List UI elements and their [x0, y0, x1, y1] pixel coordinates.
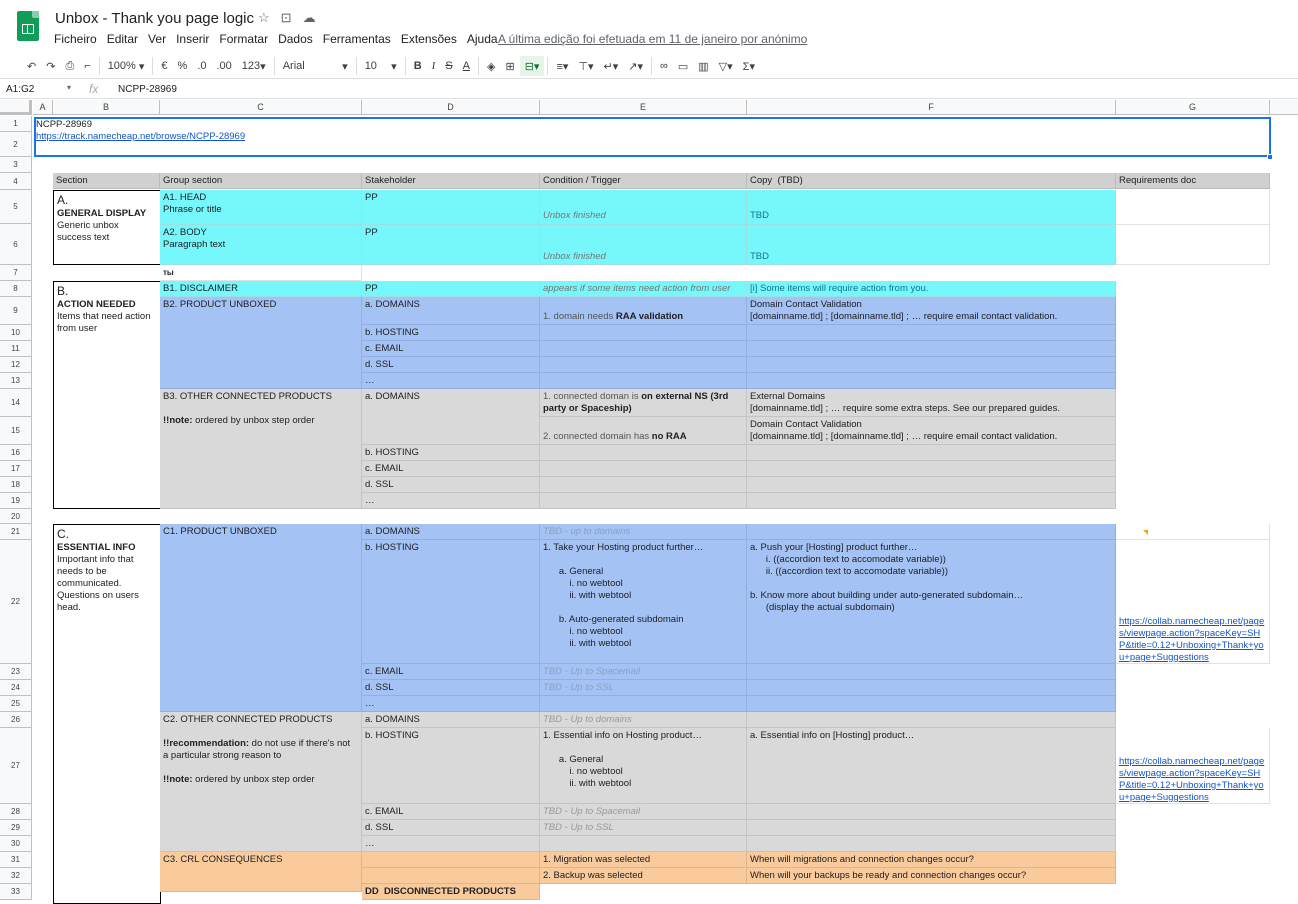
b2-r12-e[interactable]	[540, 357, 747, 373]
b2-r13-f[interactable]	[747, 373, 1116, 389]
b2-r10-f[interactable]	[747, 325, 1116, 341]
vertical-align-icon[interactable]: ⊤▾	[578, 60, 594, 73]
header-group[interactable]: Group section	[160, 173, 362, 189]
a2-condition-cell[interactable]: Unbox finished	[540, 225, 747, 265]
header-copy[interactable]: Copy (TBD)	[747, 173, 1116, 189]
c1-r25-e[interactable]	[540, 696, 747, 712]
section-c-box[interactable]	[53, 524, 161, 904]
b1-stakeholder-cell[interactable]: PP	[362, 281, 540, 297]
a2-copy-cell[interactable]: TBD	[747, 225, 1116, 265]
b3-copy2-cell[interactable]: Domain Contact Validation [domainname.tld] ; [domainname.tld] ; … require email contact validation.	[747, 417, 1116, 445]
a1-stakeholder-cell[interactable]: PP	[362, 190, 540, 225]
b3-r19-f[interactable]	[747, 493, 1116, 509]
c2-r30-e[interactable]	[540, 836, 747, 852]
c2-r26-f[interactable]	[747, 712, 1116, 728]
row-header-19[interactable]: 19	[0, 493, 32, 509]
a2-stakeholder-cell[interactable]: PP	[362, 225, 540, 265]
c1-ssl-condition[interactable]: TBD - Up to SSL	[540, 680, 747, 696]
zoom-select[interactable]: 100% ▾	[107, 60, 145, 73]
section-b-letter: B.	[57, 284, 69, 298]
b3-hosting-cell[interactable]: b. HOSTING	[362, 445, 540, 461]
col-header-e[interactable]: E	[540, 100, 747, 115]
row-header-13[interactable]: 13	[0, 373, 32, 389]
c1-r25-f[interactable]	[747, 696, 1116, 712]
c1-domains-cell[interactable]: a. DOMAINS	[362, 524, 540, 540]
section-b-desc: Items that need action from user	[57, 311, 151, 334]
b2-condition-cell[interactable]	[540, 297, 747, 325]
italic-icon[interactable]: I	[431, 60, 436, 72]
section-a-desc: Generic unbox success text	[57, 220, 119, 243]
name-box-dropdown-icon[interactable]: ▾	[67, 83, 72, 92]
a1-req-cell[interactable]	[1116, 190, 1270, 225]
b3-condition2-bold: no RAA	[651, 431, 687, 442]
b2-copy-cell[interactable]: Domain Contact Validation [domainname.tld] ; [domainname.tld] ; … require email contact validation.	[747, 297, 1116, 325]
a1-copy-cell[interactable]: TBD	[747, 190, 1116, 225]
c2-ssl-condition[interactable]: TBD - Up to SSL	[540, 820, 747, 836]
col-header-f[interactable]: F	[747, 100, 1116, 115]
paint-format-icon[interactable]: ⌐	[84, 60, 91, 72]
increase-decimal-button[interactable]: .00	[216, 60, 232, 72]
link-icon[interactable]: ∞	[660, 60, 668, 72]
row-header-32[interactable]: 32	[0, 868, 32, 884]
functions-icon[interactable]: Σ▾	[742, 60, 755, 73]
col-header-d[interactable]: D	[362, 100, 540, 115]
c2-hosting-cell[interactable]: b. HOSTING	[362, 728, 540, 804]
b1-copy-cell[interactable]: [i] Some items will require action from you.	[747, 281, 1116, 297]
c1-hosting-cell[interactable]: b. HOSTING	[362, 540, 540, 664]
b2-ssl-cell[interactable]: d. SSL	[362, 357, 540, 373]
c1-domains-condition[interactable]: TBD - up to domains	[540, 524, 747, 540]
row-header-23[interactable]: 23	[0, 664, 32, 680]
c1-hosting-copy[interactable]: a. Push your [Hosting] product further… i. ((accordion text to accomodate variable)) ii. ((accordion text to accomodate variable)) b. Know more about building under auto-generated subdomain… (display the actual subdomain)	[747, 540, 1116, 664]
c2-domains-condition[interactable]: TBD - Up to domains	[540, 712, 747, 728]
chart-icon[interactable]: ▥	[698, 60, 709, 73]
b3-group-cell[interactable]	[160, 389, 362, 509]
c1-ssl-cell[interactable]: d. SSL	[362, 680, 540, 696]
b2-r11-e[interactable]	[540, 341, 747, 357]
c3-r32-d[interactable]	[362, 868, 540, 884]
menu-insert[interactable]: Inserir	[176, 32, 210, 46]
b3-condition2-prefix: 2. connected domain has	[543, 431, 652, 442]
row-header-10[interactable]: 10	[0, 325, 32, 341]
row-header-9[interactable]: 9	[0, 297, 32, 325]
col-header-c[interactable]: C	[160, 100, 362, 115]
row-header-30[interactable]: 30	[0, 836, 32, 852]
b2-r13-e[interactable]	[540, 373, 747, 389]
filter-icon[interactable]: ▽▾	[718, 60, 733, 73]
text-rotation-icon[interactable]: ↗▾	[628, 60, 643, 73]
row-header-4[interactable]: 4	[0, 173, 32, 190]
menu-tools[interactable]: Ferramentas	[322, 32, 391, 46]
c2-r30-f[interactable]	[747, 836, 1116, 852]
sheets-logo-icon[interactable]	[17, 11, 39, 41]
c1-r23-f[interactable]	[747, 664, 1116, 680]
row-header-29[interactable]: 29	[0, 820, 32, 836]
row-header-33[interactable]: 33	[0, 884, 32, 900]
horizontal-align-icon[interactable]: ≡▾	[556, 60, 569, 73]
a2-req-cell[interactable]	[1116, 225, 1270, 265]
row-header-26[interactable]: 26	[0, 712, 32, 728]
row-header-24[interactable]: 24	[0, 680, 32, 696]
b3-email-cell[interactable]: c. EMAIL	[362, 461, 540, 477]
b1-group-cell[interactable]: B1. DISCLAIMER	[160, 281, 362, 297]
row-header-28[interactable]: 28	[0, 804, 32, 820]
b3-condition1-bold: on external NS (3rd party or Spaceship)	[543, 391, 731, 414]
a1-group-cell[interactable]: A1. HEAD Phrase or title	[160, 190, 362, 225]
c1-req-link[interactable]: https://collab.namecheap.net/pages/viewpage.action?spaceKey=SHP&title=0.12+Unboxing+Thank+you+page+Suggestions	[1116, 540, 1270, 664]
row-header-17[interactable]: 17	[0, 461, 32, 477]
c1-r24-f[interactable]	[747, 680, 1116, 696]
b3-r16-e[interactable]	[540, 445, 747, 461]
c2-group-cell[interactable]	[160, 712, 362, 852]
b3-note-text: ordered by unbox step order	[192, 415, 315, 426]
c1-r21-g[interactable]	[1116, 524, 1270, 540]
c2-hosting-copy[interactable]: a. Essential info on [Hosting] product…	[747, 728, 1116, 804]
section-c-letter: C.	[57, 527, 69, 541]
section-a-box[interactable]	[53, 190, 161, 265]
col-header-b[interactable]: B	[53, 100, 160, 115]
menu-extensions[interactable]: Extensões	[400, 32, 457, 46]
row-header-14[interactable]: 14	[0, 389, 32, 417]
c2-email-cell[interactable]: c. EMAIL	[362, 804, 540, 820]
menu-data[interactable]: Dados	[278, 32, 313, 46]
text-wrap-icon[interactable]: ↵▾	[603, 60, 619, 73]
c1-r21-f[interactable]	[747, 524, 1116, 540]
cloud-icon[interactable]: ☁	[302, 10, 316, 25]
c3-copy1[interactable]: When will migrations and connection changes occur?	[747, 852, 1116, 868]
row-header-16[interactable]: 16	[0, 445, 32, 461]
c2-domains-cell[interactable]: a. DOMAINS	[362, 712, 540, 728]
header-req[interactable]: Requirements doc	[1116, 173, 1270, 189]
b2-condition-bold: RAA validation	[615, 311, 684, 322]
c2-ssl-cell[interactable]: d. SSL	[362, 820, 540, 836]
row-header-31[interactable]: 31	[0, 852, 32, 868]
b2-domains-cell[interactable]: a. DOMAINS	[362, 297, 540, 325]
row-header-5[interactable]: 5	[0, 190, 32, 224]
b2-group-cell[interactable]: B2. PRODUCT UNBOXED	[160, 297, 362, 389]
borders-icon[interactable]: ⊞	[505, 60, 515, 73]
print-icon[interactable]: ⎙	[65, 59, 75, 72]
row-header-1[interactable]: 1	[0, 116, 32, 132]
c1-group-cell[interactable]: C1. PRODUCT UNBOXED	[160, 524, 362, 712]
col-header-a[interactable]: A	[33, 100, 53, 115]
last-edit-link[interactable]: A última edição foi efetuada em 11 de janeiro por anónimo	[498, 32, 808, 46]
merge-cells-icon[interactable]: ⊟▾	[520, 56, 545, 76]
r7-c-cell[interactable]: ты	[160, 265, 362, 281]
c2-group-title: C2. OTHER CONNECTED PRODUCTS	[163, 714, 333, 725]
c3-copy2[interactable]: When will your backups be ready and connection changes occur?	[747, 868, 1116, 884]
b3-copy1-cell[interactable]: External Domains [domainname.tld] ; … require some extra steps. See our prepared guides.	[747, 389, 1116, 417]
folder-icon[interactable]: ⊡	[280, 10, 292, 25]
redo-icon[interactable]: ↷	[46, 60, 56, 73]
c2-r28-f[interactable]	[747, 804, 1116, 820]
b2-more-cell[interactable]: …	[362, 373, 540, 389]
fill-handle[interactable]	[1267, 154, 1273, 160]
row-header-25[interactable]: 25	[0, 696, 32, 712]
c2-rec-label: !!recommendation:	[163, 738, 250, 749]
row-header-20[interactable]: 20	[0, 509, 32, 524]
row-header-27[interactable]: 27	[0, 728, 32, 804]
b3-r18-e[interactable]	[540, 477, 747, 493]
row-header-15[interactable]: 15	[0, 417, 32, 445]
b1-condition-cell[interactable]: appears if some items need action from user	[540, 281, 747, 297]
b3-more-cell[interactable]: …	[362, 493, 540, 509]
row-header-6[interactable]: 6	[0, 224, 32, 265]
b3-r16-f[interactable]	[747, 445, 1116, 461]
row-header-3[interactable]: 3	[0, 157, 32, 173]
b3-r17-f[interactable]	[747, 461, 1116, 477]
document-title[interactable]: Unbox - Thank you page logic	[55, 10, 255, 27]
menu-format[interactable]: Formatar	[219, 32, 269, 46]
header-condition[interactable]: Condition / Trigger	[540, 173, 747, 189]
row-header-8[interactable]: 8	[0, 281, 32, 297]
toolbar	[0, 54, 1298, 79]
menu-bar	[54, 32, 508, 46]
c2-req-link[interactable]: https://collab.namecheap.net/pages/viewpage.action?spaceKey=SHP&title=0.12+Unboxing+Thank+you+page+Suggestions	[1116, 728, 1270, 804]
fx-icon: fx	[89, 82, 99, 96]
section-a-letter: A.	[57, 193, 69, 207]
col-header-blank	[1270, 100, 1298, 115]
section-a-title: GENERAL DISPLAY	[57, 208, 147, 219]
select-all-corner[interactable]	[0, 100, 32, 115]
cell-a1-merged[interactable]	[33, 116, 1270, 157]
c2-email-condition[interactable]: TBD - Up to Spacemail	[540, 804, 747, 820]
c3-r31-d[interactable]	[362, 852, 540, 868]
percent-button[interactable]: %	[177, 60, 188, 72]
comment-icon[interactable]: ▭	[677, 60, 689, 73]
a1-condition-cell[interactable]: Unbox finished	[540, 190, 747, 225]
c3-group-cell[interactable]: C3. CRL CONSEQUENCES	[160, 852, 362, 892]
star-icon[interactable]: ☆	[258, 10, 270, 25]
b2-r10-e[interactable]	[540, 325, 747, 341]
c3-condition2[interactable]: 2. Backup was selected	[540, 868, 747, 884]
section-b-title: ACTION NEEDED	[57, 299, 136, 310]
c1-more-cell[interactable]: …	[362, 696, 540, 712]
b3-domains-cell[interactable]: a. DOMAINS	[362, 389, 540, 445]
menu-edit[interactable]: Editar	[106, 32, 139, 46]
b3-ssl-cell[interactable]: d. SSL	[362, 477, 540, 493]
fill-color-icon[interactable]: ◈	[487, 60, 496, 73]
c1-hosting-condition[interactable]: 1. Take your Hosting product further… a. General i. no webtool ii. with webtool b. Auto-generated subdomain i. no webtool ii. with webtool	[540, 540, 747, 664]
number-format-select[interactable]: 123 ▾	[241, 60, 266, 73]
c1-email-cell[interactable]: c. EMAIL	[362, 664, 540, 680]
ticket-link[interactable]: https://track.namecheap.net/browse/NCPP-28969	[36, 131, 246, 142]
section-c-title: ESSENTIAL INFO	[57, 542, 136, 553]
row-header-21[interactable]: 21	[0, 524, 32, 540]
b3-condition2-cell[interactable]	[540, 417, 747, 445]
row-header-2[interactable]: 2	[0, 132, 32, 157]
a2-group-cell[interactable]: A2. BODY Paragraph text	[160, 225, 362, 265]
b3-condition1-prefix: 1. connected doman is	[543, 391, 642, 402]
row-header-18[interactable]: 18	[0, 477, 32, 493]
b3-r18-f[interactable]	[747, 477, 1116, 493]
c2-rec-text: do not use if there's not a particular strong reason to	[163, 738, 353, 761]
formula-bar	[0, 80, 1298, 99]
b2-hosting-cell[interactable]: b. HOSTING	[362, 325, 540, 341]
b3-r19-e[interactable]	[540, 493, 747, 509]
menu-file[interactable]: Ficheiro	[54, 32, 97, 46]
c2-hosting-condition[interactable]: 1. Essential info on Hosting product… a. General i. no webtool ii. with webtool	[540, 728, 747, 804]
b2-email-cell[interactable]: c. EMAIL	[362, 341, 540, 357]
b3-condition1-cell[interactable]	[540, 389, 747, 417]
b3-r17-e[interactable]	[540, 461, 747, 477]
menu-help[interactable]: Ajuda	[466, 32, 498, 46]
section-b-box[interactable]	[53, 281, 161, 509]
text-color-icon[interactable]: A	[462, 60, 470, 72]
ticket-title: NCPP-28969	[36, 119, 92, 130]
undo-icon[interactable]: ↶	[27, 60, 37, 73]
header-stakeholder[interactable]: Stakeholder	[362, 173, 540, 189]
c3-condition1[interactable]: 1. Migration was selected	[540, 852, 747, 868]
b3-note-label: !!note:	[163, 415, 193, 426]
c2-r29-f[interactable]	[747, 820, 1116, 836]
name-box[interactable]: A1:G2	[6, 84, 35, 95]
formula-input[interactable]: NCPP-28969	[118, 84, 177, 95]
section-c-desc: Important info that needs to be communicated. Questions on users head.	[57, 554, 139, 613]
font-select[interactable]: Arial ▾	[282, 60, 348, 73]
row-header-12[interactable]: 12	[0, 357, 32, 373]
r33-d-cell[interactable]: DD DISCONNECTED PRODUCTS	[362, 884, 540, 900]
menu-view[interactable]: Ver	[148, 32, 167, 46]
c2-note-text: ordered by unbox step order	[192, 774, 315, 785]
decrease-decimal-button[interactable]: .0	[197, 60, 207, 72]
col-header-g[interactable]: G	[1116, 100, 1270, 115]
row-header-11[interactable]: 11	[0, 341, 32, 357]
row-header-7[interactable]: 7	[0, 265, 32, 281]
b2-condition-prefix: 1. domain needs	[543, 311, 616, 322]
c2-note-label: !!note:	[163, 774, 193, 785]
header-section[interactable]: Section	[53, 173, 160, 189]
bold-icon[interactable]: B	[413, 60, 422, 72]
b2-r12-f[interactable]	[747, 357, 1116, 373]
font-size-select[interactable]: 10 ▾	[364, 60, 397, 73]
b2-r11-f[interactable]	[747, 341, 1116, 357]
currency-button[interactable]: €	[161, 60, 168, 72]
sheet-grid[interactable]	[33, 116, 1298, 897]
strikethrough-icon[interactable]: S	[445, 60, 453, 72]
row-header-22[interactable]: 22	[0, 540, 32, 664]
b3-group-title: B3. OTHER CONNECTED PRODUCTS	[163, 391, 332, 402]
c1-email-condition[interactable]: TBD - Up to Spacemail	[540, 664, 747, 680]
c2-more-cell[interactable]: …	[362, 836, 540, 852]
